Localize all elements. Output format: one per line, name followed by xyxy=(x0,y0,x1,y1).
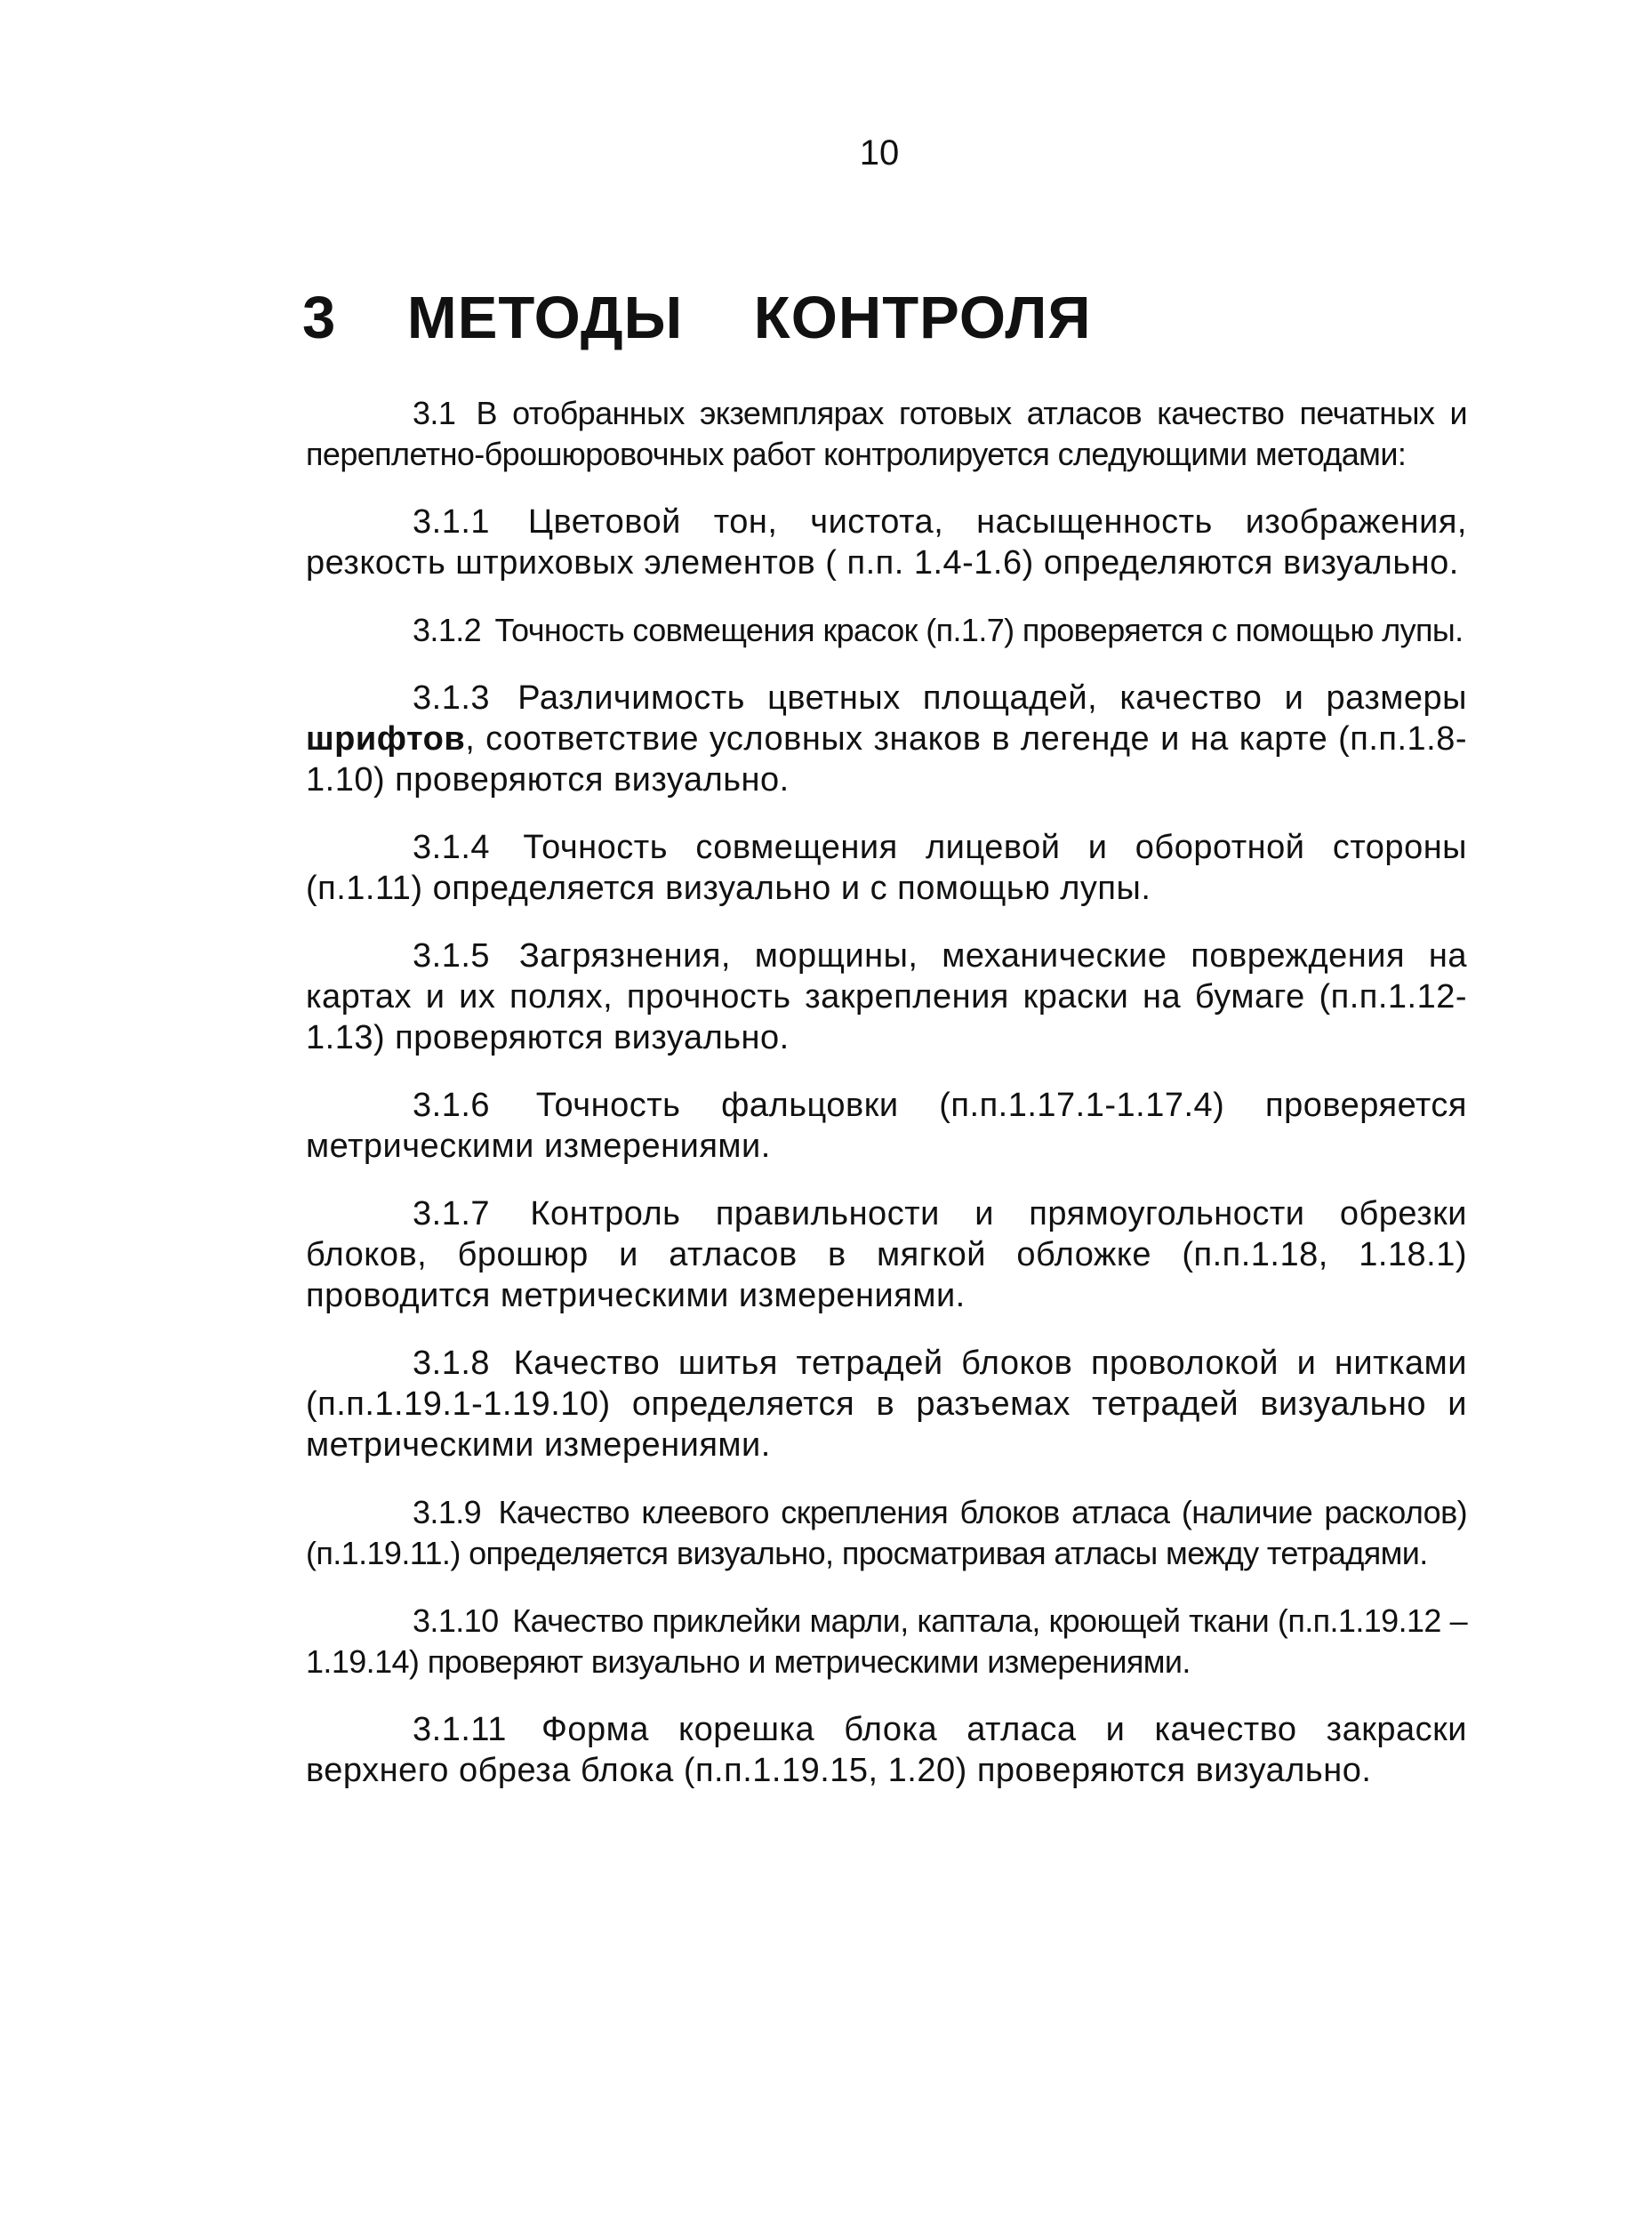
paragraph-number: 3.1.9 xyxy=(413,1494,482,1530)
paragraph-text: Качество приклейки марли, каптала, кроющей ткани (п.п.1.19.12 – 1.19.14) проверяют визуально и метрическими измерениями. xyxy=(306,1602,1467,1680)
paragraph-text: Качество клеевого скрепления блоков атласа (наличие расколов) (п.1.19.11.) определяется визуально, просматривая атласы между тетрадями. xyxy=(306,1494,1467,1571)
paragraph-text: Точность фальцовки (п.п.1.17.1-1.17.4) проверяется метрическими измерениями. xyxy=(306,1087,1467,1165)
paragraph-number: 3.1.1 xyxy=(413,503,491,541)
paragraph-number: 3.1.3 xyxy=(413,679,491,717)
paragraph-text: Качество шитья тетрадей блоков проволокой и нитками (п.п.1.19.1-1.19.10) определяется в разъемах тетрадей визуально и метрическими измерениями. xyxy=(306,1345,1467,1464)
paragraph-number: 3.1.11 xyxy=(413,1711,507,1748)
paragraph-text-bold: шрифтов xyxy=(306,720,466,758)
paragraph-text: Форма корешка блока атласа и качество закраски верхнего обреза блока (п.п.1.19.15, 1.20) проверяются визуально. xyxy=(306,1711,1467,1789)
paragraph-number: 3.1.2 xyxy=(413,612,482,648)
paragraph-3-1-3 xyxy=(306,678,1467,800)
paragraph-3-1-7 xyxy=(306,1193,1467,1316)
paragraph-text: Загрязнения, морщины, механические повреждения на картах и их полях, прочность закрепления краски на бумаге (п.п.1.12-1.13) проверяются визуально. xyxy=(306,937,1467,1056)
paragraph-text: Точность совмещения лицевой и оборотной стороны (п.1.11) определяется визуально и с помощью лупы. xyxy=(306,829,1467,907)
paragraph-number: 3.1.7 xyxy=(413,1195,491,1232)
paragraph-number: 3.1.6 xyxy=(413,1087,491,1124)
page-number: 10 xyxy=(859,133,900,173)
paragraph-number: 3.1 xyxy=(413,395,456,431)
paragraph-text-part-b: , соответствие условных знаков в легенде и на карте (п.п.1.8-1.10) проверяются визуально. xyxy=(306,720,1467,799)
paragraph-number: 3.1.4 xyxy=(413,829,491,866)
paragraph-3-1-4 xyxy=(306,827,1467,909)
paragraph-3-1-8 xyxy=(306,1343,1467,1465)
paragraph-text: Контроль правильности и прямоугольности обрезки блоков, брошюр и атласов в мягкой обложке (п.п.1.18, 1.18.1) проводится метрическими измерениями. xyxy=(306,1195,1467,1314)
document-body xyxy=(306,393,1467,1818)
paragraph-3-1-6 xyxy=(306,1085,1467,1167)
paragraph-3-1-5 xyxy=(306,935,1467,1058)
paragraph-3-1-10 xyxy=(306,1601,1467,1682)
paragraph-number: 3.1.8 xyxy=(413,1345,491,1382)
paragraph-3-1-1 xyxy=(306,502,1467,583)
paragraph-3-1-9 xyxy=(306,1492,1467,1574)
paragraph-text: В отобранных экземплярах готовых атласов качество печатных и переплетно-брошюровочных работ контролируется следующими методами: xyxy=(306,395,1467,472)
paragraph-number: 3.1.5 xyxy=(413,937,491,975)
paragraph-3-1 xyxy=(306,393,1467,475)
paragraph-number: 3.1.10 xyxy=(413,1602,499,1639)
paragraph-3-1-11 xyxy=(306,1709,1467,1791)
paragraph-text-part-a: Различимость цветных площадей, качество и размеры xyxy=(517,679,1467,717)
paragraph-text: Цветовой тон, чистота, насыщенность изображения, резкость штриховых элементов ( п.п. 1.4-1.6) определяются визуально. xyxy=(306,503,1467,582)
paragraph-text: Точность совмещения красок (п.1.7) проверяется с помощью лупы. xyxy=(494,612,1464,648)
section-title: 3 МЕТОДЫ КОНТРОЛЯ xyxy=(302,285,1092,351)
paragraph-3-1-2 xyxy=(306,610,1467,651)
